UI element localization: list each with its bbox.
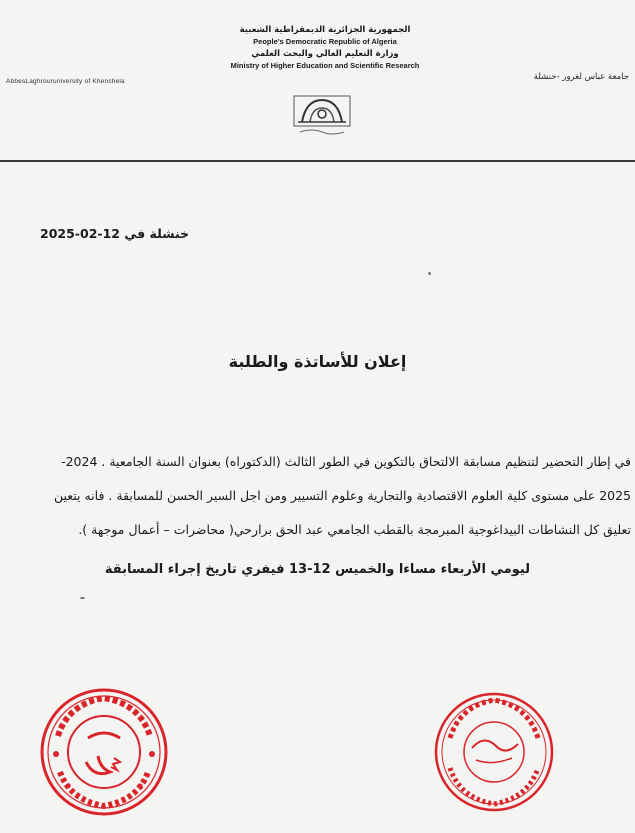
- official-seal-stamp-icon: [38, 686, 170, 818]
- body-line-2: 2025 على مستوى كلية العلوم الاقتصادية والتجارية وعلوم التسيير ومن اجل السير الحسن للمسابقة . فانه يتعين: [53, 488, 631, 503]
- announcement-title: إعلان للأساتذة والطلبة: [228, 352, 407, 371]
- republic-ar: الجمهورية الجزائرية الديمقراطية الشعبية: [239, 25, 411, 35]
- university-name-ar: جامعة عباس لغرور -خنشلة: [533, 72, 629, 82]
- scan-speck: [80, 597, 85, 599]
- scan-speck: [428, 272, 431, 275]
- letterhead-center: [180, 24, 470, 72]
- body-line-3: تعليق كل النشاطات البيداغوجية المبرمجة بالقطب الجامعي عبد الحق برارحي( محاضرات – أعمال موجهة ).: [78, 522, 631, 537]
- university-name-en: AbbesLaghrouruniversity of Khenchela: [6, 78, 125, 85]
- ministry-en: Ministry of Higher Education and Scientific Research: [230, 61, 420, 70]
- body-line-1: في إطار التحضير لتنظيم مسابقة الالتحاق بالتكوين في الطور الثالث (الدكتوراه) بعنوان السنة الجامعية . 2024-: [61, 454, 631, 469]
- signature-stamp-icon: [432, 690, 556, 814]
- announcement-body: [0, 445, 631, 547]
- letterhead: [0, 0, 635, 170]
- university-logo-icon: [292, 92, 352, 140]
- header-divider: [0, 160, 635, 162]
- document-date: خنشلة في 12-02-2025: [40, 226, 190, 241]
- ministry-ar: وزارة التعليم العالي والبحث العلمي: [251, 49, 399, 59]
- republic-en: People's Democratic Republic of Algeria: [253, 37, 397, 46]
- exam-dates-note: ليومي الأربعاء مساءا والخميس 12-13 فيفري تاريخ إجراء المسابقة: [104, 562, 531, 577]
